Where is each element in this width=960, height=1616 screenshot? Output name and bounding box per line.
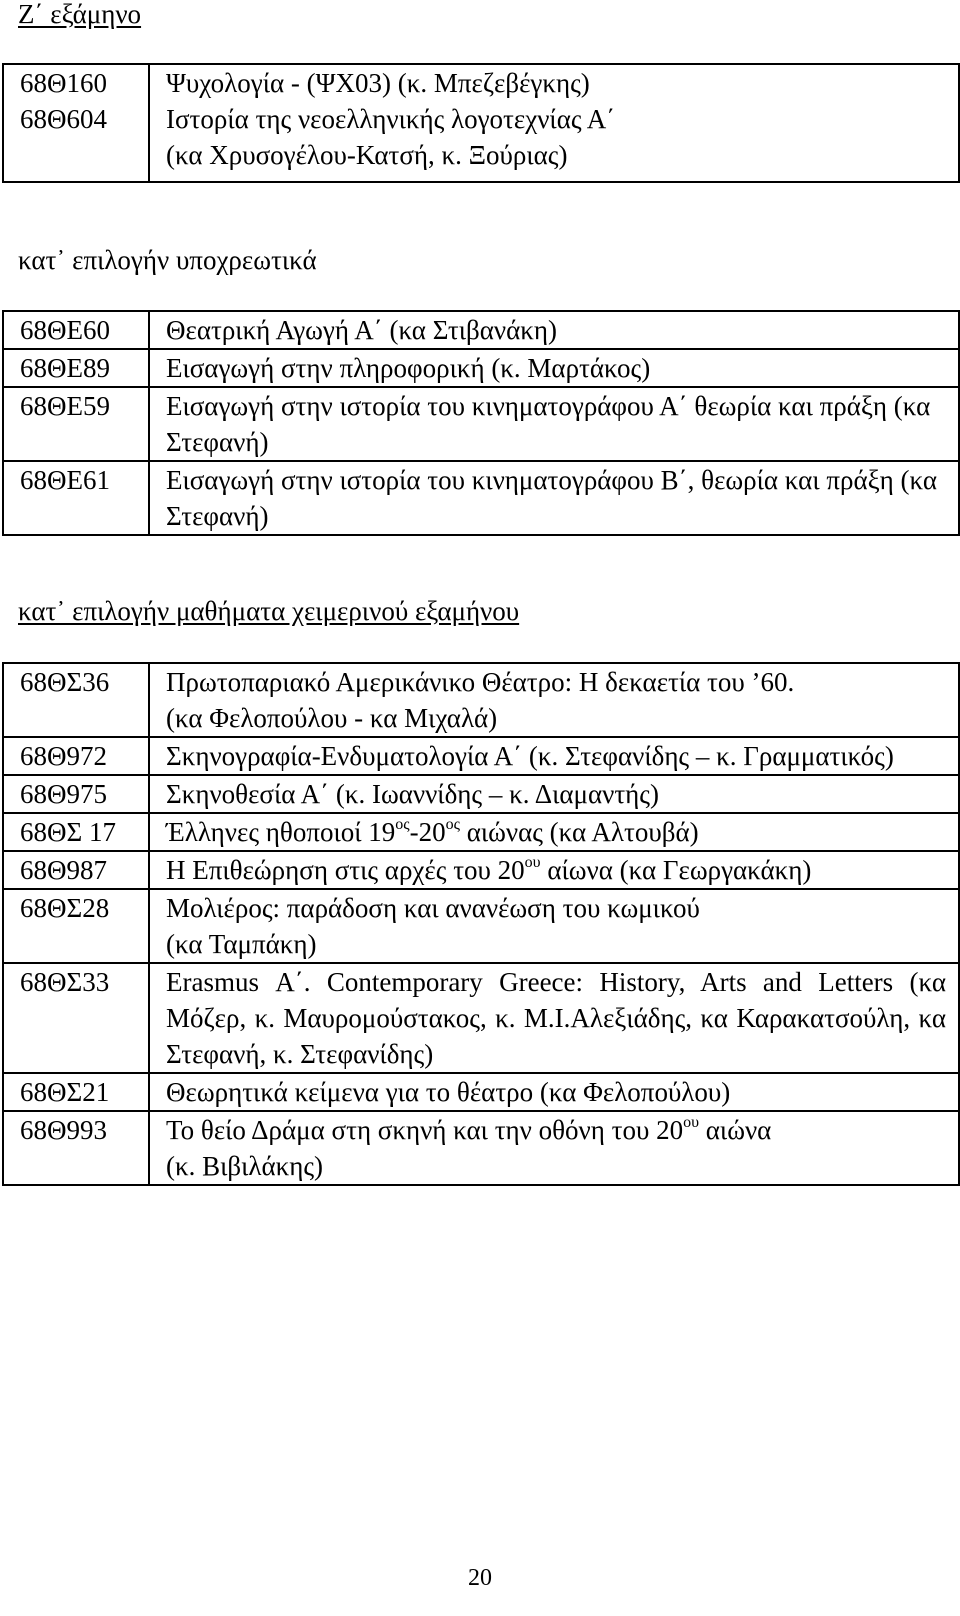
course-code: 68Θ972 <box>3 737 149 775</box>
course-code: 68ΘΣ 17 <box>3 813 149 851</box>
course-title: Εισαγωγή στην πληροφορική (κ. Μαρτάκος) <box>149 349 959 387</box>
course-code: 68Θ604 <box>3 101 149 182</box>
table-row <box>3 737 959 775</box>
course-code: 68ΘΕ60 <box>3 311 149 349</box>
course-title: Θεωρητικά κείμενα για το θέατρο (κα Φελοπούλου) <box>149 1073 959 1111</box>
course-title: Εισαγωγή στην ιστορία του κινηματογράφου Β΄, θεωρία και πράξη (κα Στεφανή) <box>149 461 959 535</box>
course-code: 68ΘΣ33 <box>3 963 149 1073</box>
course-title: Erasmus Α΄. Contemporary Greece: History, Arts and Letters (κα Μόζερ, κ. Μαυρομούστακος, κ. Μ.Ι.Αλεξιάδης, κα Καρακατσούλη, κα Στεφανή, κ. Στεφανίδης) <box>149 963 959 1073</box>
course-title: Μολιέρος: παράδοση και ανανέωση του κωμικού (κα Ταμπάκη) <box>149 889 959 963</box>
semester-title: Ζ΄ εξάμηνο <box>18 0 142 29</box>
table-row <box>3 1111 959 1185</box>
course-title: Θεατρική Αγωγή Α΄ (κα Στιβανάκη) <box>149 311 959 349</box>
course-title: Σκηνογραφία-Ενδυματολογία Α΄ (κ. Στεφανίδης – κ. Γραμματικός) <box>149 737 959 775</box>
table-row <box>3 461 959 535</box>
winter-electives-table <box>2 662 960 1186</box>
table-row <box>3 663 959 737</box>
course-code: 68Θ993 <box>3 1111 149 1185</box>
section-title-winter-electives: κατ᾽ επιλογήν μαθήματα χειμερινού εξαμήνου <box>18 596 520 626</box>
table-row <box>3 963 959 1073</box>
table-row <box>3 387 959 461</box>
elective-required-table <box>2 310 960 536</box>
table-row <box>3 889 959 963</box>
table-row <box>3 1073 959 1111</box>
course-title: Ψυχολογία - (ΨΧ03) (κ. Μπεζεβέγκης) <box>149 64 959 101</box>
table-row <box>3 851 959 889</box>
course-code: 68ΘΣ28 <box>3 889 149 963</box>
course-title: Σκηνοθεσία Α΄ (κ. Ιωαννίδης – κ. Διαμαντής) <box>149 775 959 813</box>
course-code: 68ΘΣ21 <box>3 1073 149 1111</box>
table-row <box>3 775 959 813</box>
course-title: Πρωτοπαριακό Αμερικάνικο Θέατρο: Η δεκαετία του ’60. (κα Φελοπούλου - κα Μιχαλά) <box>149 663 959 737</box>
table-row <box>3 64 959 101</box>
course-title: Εισαγωγή στην ιστορία του κινηματογράφου Α΄ θεωρία και πράξη (κα Στεφανή) <box>149 387 959 461</box>
core-courses-table <box>2 63 960 183</box>
section-title-elective-required: κατ᾽ επιλογήν υποχρεωτικά <box>18 245 317 275</box>
table-row <box>3 813 959 851</box>
course-code: 68ΘΣ36 <box>3 663 149 737</box>
table-row <box>3 311 959 349</box>
course-code: 68ΘΕ89 <box>3 349 149 387</box>
course-title: Το θείο Δράμα στη σκηνή και την οθόνη του $20^{o\upsilon}$ αιώνα (κ. Βιβιλάκης) <box>149 1111 959 1185</box>
course-title: Έλληνες ηθοποιοί $19^{o\varsigma}-20^{o\varsigma}$ αιώνας (κα Αλτουβά) <box>149 813 959 851</box>
course-code: 68ΘΕ59 <box>3 387 149 461</box>
table-row <box>3 101 959 182</box>
table-row <box>3 349 959 387</box>
course-title: Ιστορία της νεοελληνικής λογοτεχνίας Α΄ (κα Χρυσογέλου-Κατσή, κ. Ξούριας) <box>149 101 959 182</box>
course-code: 68Θ987 <box>3 851 149 889</box>
course-code: 68Θ975 <box>3 775 149 813</box>
course-title: Η Επιθεώρηση στις αρχές του $20^{o\upsilon}$ αίωνα (κα Γεωργακάκη) <box>149 851 959 889</box>
course-code: 68ΘΕ61 <box>3 461 149 535</box>
course-code: 68Θ160 <box>3 64 149 101</box>
page-number: 20 <box>468 1565 492 1591</box>
